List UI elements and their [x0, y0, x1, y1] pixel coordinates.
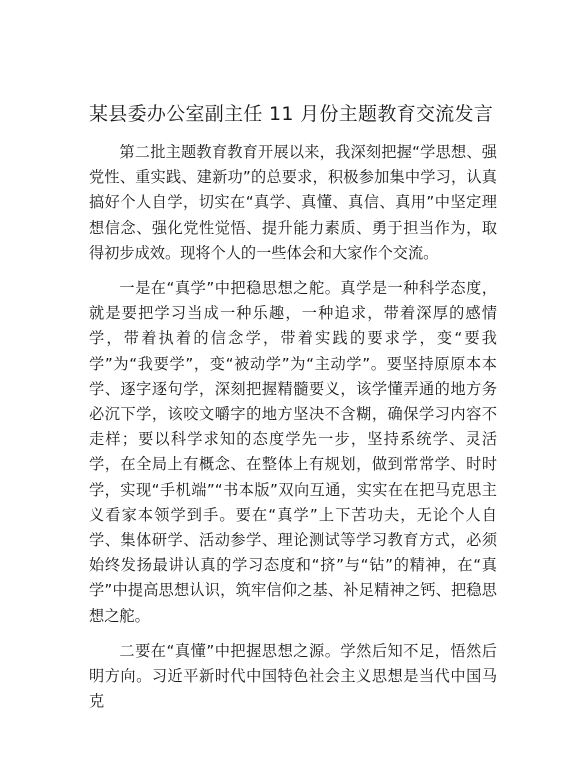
- paragraph-true-learning: 一是在“真学”中把稳思想之舵。真学是一种科学态度，就是要把学习当成一种乐趣，一种追求，带着深厚的感情学，带着执着的信念学，带着实践的要求学，变“要我学”为“我要学”，变“被动学”为“主动学”。要坚持原原本本学、逐字逐句学，深刻把握精髓要义，该学懂弄通的地方务必沉下学，该咬文嚼字的地方坚决不含糊，确保学习内容不走样；要以科学求知的态度学先一步，坚持系统学、灵活学，在全局上有概念、在整体上有规划，做到常常学、时时学，实现“手机端”“书本版”双向互通，实实在在把马克思主义看家本领学到手。要在“真学”上下苦功夫，无论个人自学、集体研学、活动参学、理论测试等学习教育方式，必须始终发扬最讲认真的学习态度和“挤”与“钻”的精神，在“真学”中提高思想认识，筑牢信仰之基、补足精神之钙、把稳思想之舵。: [89, 279, 497, 625]
- paragraph-true-understanding: 二要在“真懂”中把握思想之源。学然后知不足，悟然后明方向。习近平新时代中国特色社会主义思想是当代中国马克: [89, 641, 497, 711]
- document-title: 某县委办公室副主任 11 月份主题教育交流发言: [89, 103, 494, 125]
- document-body: [89, 140, 497, 724]
- paragraph-intro: 第二批主题教育教育开展以来，我深刻把握“学思想、强党性、重实践、建新功”的总要求，积极参加集中学习，认真搞好个人自学，切实在“真学、真懂、真信、真用”中坚定理想信念、强化党性觉悟、提升能力素质、勇于担当作为，取得初步成效。现将个人的一些体会和大家作个交流。: [89, 143, 497, 262]
